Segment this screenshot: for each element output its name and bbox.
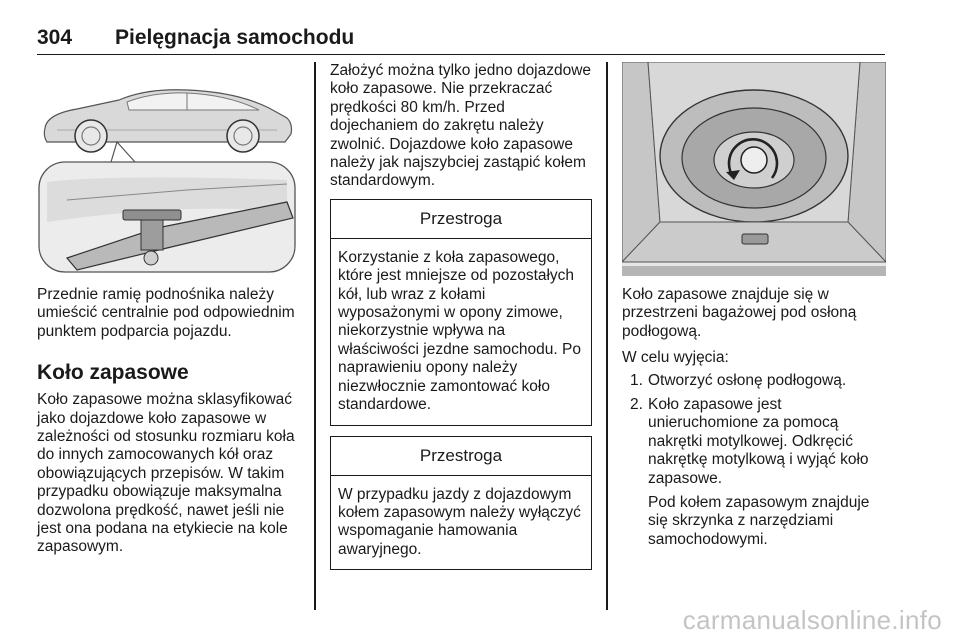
watermark: carmanualsonline.info	[682, 605, 942, 635]
removal-lead: W celu wyjęcia:	[622, 349, 729, 367]
warning-box-1	[330, 199, 592, 426]
step-text: Koło zapasowe jest unieruchomione za pomocą nakrętki motylkowej. Odkręcić nakrętkę motylkową i wyjąć koło zapasowe.	[648, 396, 869, 487]
section-title-spare-wheel: Koło zapasowe	[37, 361, 189, 385]
spare-wheel-trunk-illustration	[622, 62, 886, 276]
list-item	[622, 372, 886, 390]
page-number: 304	[37, 26, 73, 49]
step-number: 2.	[630, 396, 643, 414]
spare-wheel-caption: Koło zapasowe znajduje się w przestrzeni bagażowej pod osłoną podłogową.	[622, 286, 857, 340]
column-divider-2	[606, 62, 608, 610]
warning-text-1: Korzystanie z koła zapasowego, które jest mniejsze od pozostałych kół, lub wraz z kołami wyposażonymi w opony zimowe, niekorzystnie wpływa na właściwości jezdne samochodu. Po naprawieniu opony należy niezwłocznie zamontować koło standardowe.	[338, 248, 581, 414]
step-text: Otworzyć osłonę podłogową.	[648, 371, 847, 389]
page-header	[37, 22, 885, 55]
jack-caption: Przednie ramię podnośnika należy umieścić centralnie pod odpowiednim punktem podparcia pojazdu.	[37, 286, 295, 340]
column-3	[622, 62, 886, 555]
warning-box-2	[330, 436, 592, 571]
removal-steps	[622, 372, 886, 550]
column-divider-1	[314, 62, 316, 610]
warning-heading-1: Przestroga	[331, 200, 591, 239]
compact-spare-intro: Założyć można tylko jedno dojazdowe koło zapasowe. Nie przekraczać prędkości 80 km/h. Przed dojechaniem do zakrętu należy zwolnić. Dojazdowe koło zapasowe należy jak najszybciej zastąpić kołem standardowym.	[330, 62, 592, 190]
step-note: Pod kołem zapasowym znajduje się skrzynka z narzędziami samochodowymi.	[648, 494, 870, 548]
step-number: 1.	[630, 371, 643, 389]
list-item	[622, 396, 886, 549]
warning-text-2: W przypadku jazdy z dojazdowym kołem zapasowym należy wyłączyć wspomaganie hamowania awaryjnego.	[338, 485, 581, 558]
spare-wheel-body: Koło zapasowe można sklasyfikować jako dojazdowe koło zapasowe w zależności od stosunku rozmiaru koła do innych zamocowanych kół oraz obowiązujących przepisów. W takim przypadku obowiązuje maksymalna dozwolona prędkość, nawet jeśli nie jest ona podana na etykiecie na kole zapasowym.	[37, 391, 295, 556]
jack-position-illustration	[37, 62, 299, 276]
column-1	[37, 62, 299, 557]
column-2	[330, 62, 592, 570]
warning-heading-2: Przestroga	[331, 437, 591, 476]
page-title: Pielęgnacja samochodu	[115, 26, 355, 49]
